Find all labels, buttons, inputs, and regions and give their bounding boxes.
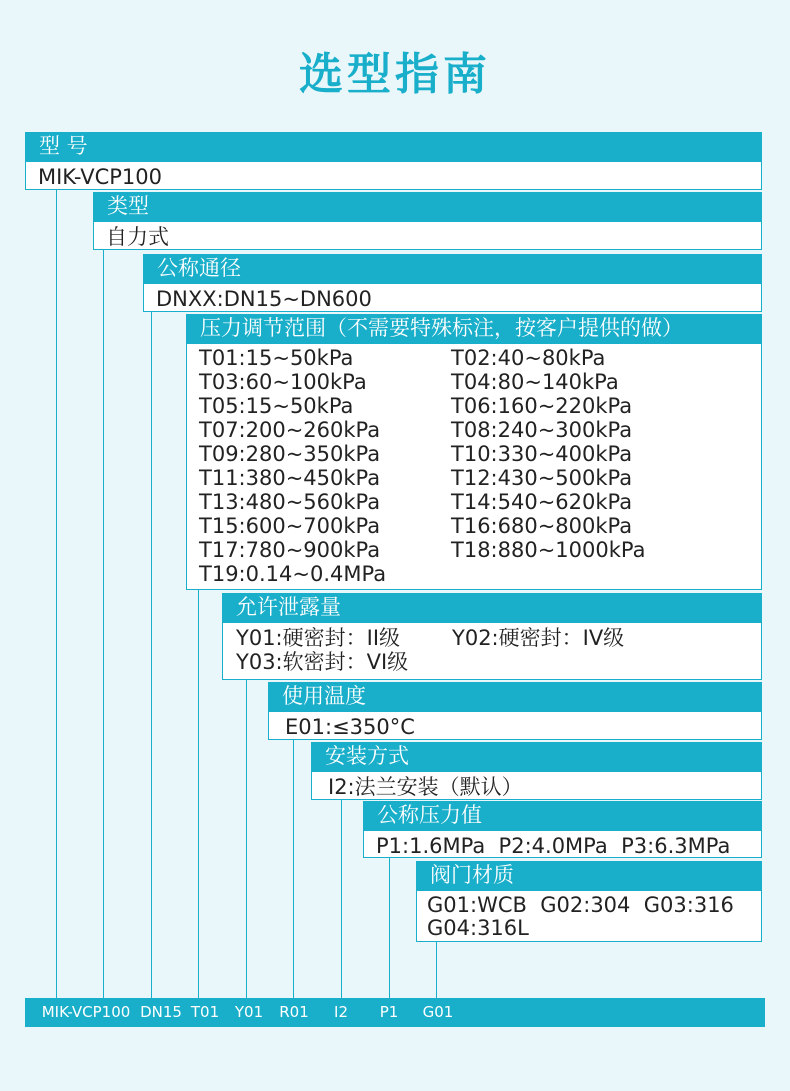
install-value: I2:法兰安装（默认） bbox=[311, 771, 762, 800]
connector-line-model bbox=[56, 190, 57, 998]
code-nominal-pressure: P1 bbox=[379, 1003, 399, 1021]
dn-header: 公称通径 bbox=[143, 254, 762, 283]
temperature-value: E01:≤350°C bbox=[268, 711, 762, 740]
code-temperature: R01 bbox=[279, 1003, 309, 1021]
connector-line-dn bbox=[151, 312, 152, 998]
leakage-item: Y01:硬密封：II级 bbox=[236, 626, 401, 650]
pressure-range-item: T06:160~220kPa bbox=[451, 394, 633, 418]
material-list bbox=[416, 890, 762, 942]
pressure-range-item: T19:0.14~0.4MPa bbox=[199, 562, 387, 586]
model-header: 型 号 bbox=[25, 132, 762, 161]
code-material: G01 bbox=[422, 1003, 454, 1021]
connector-line-install bbox=[341, 800, 342, 998]
connector-line-leakage bbox=[246, 680, 247, 998]
type-value: 自力式 bbox=[93, 221, 762, 250]
pressure-range-header: 压力调节范围（不需要特殊标注，按客户提供的做） bbox=[186, 314, 762, 343]
leakage-item: Y03:软密封：VI级 bbox=[236, 650, 409, 674]
pressure-range-item: T05:15~50kPa bbox=[199, 394, 354, 418]
nominal-pressure-header: 公称压力值 bbox=[363, 801, 762, 830]
pressure-range-item: T03:60~100kPa bbox=[199, 370, 367, 394]
pressure-range-item: T17:780~900kPa bbox=[199, 538, 381, 562]
code-leakage: Y01 bbox=[234, 1003, 264, 1021]
connector-line-material bbox=[436, 942, 437, 998]
pressure-range-item: T14:540~620kPa bbox=[451, 490, 633, 514]
pressure-range-item: T07:200~260kPa bbox=[199, 418, 381, 442]
pressure-range-item: T12:430~500kPa bbox=[451, 466, 633, 490]
code-pressure-range: T01 bbox=[190, 1003, 220, 1021]
pressure-range-item: T04:80~140kPa bbox=[451, 370, 619, 394]
pressure-range-item: T08:240~300kPa bbox=[451, 418, 633, 442]
connector-line-temperature bbox=[293, 740, 294, 998]
page-title: 选型指南 bbox=[299, 49, 491, 100]
connector-line-type bbox=[103, 250, 104, 998]
temperature-header: 使用温度 bbox=[268, 682, 762, 711]
pressure-range-list bbox=[186, 343, 762, 590]
code-install: I2 bbox=[334, 1003, 348, 1021]
code-model: MIK-VCP100 bbox=[41, 1003, 131, 1021]
pressure-range-item: T18:880~1000kPa bbox=[451, 538, 646, 562]
model-value: MIK-VCP100 bbox=[25, 161, 762, 190]
code-dn: DN15 bbox=[140, 1003, 182, 1021]
pressure-range-item: T16:680~800kPa bbox=[451, 514, 633, 538]
nominal-pressure-value: P1:1.6MPa P2:4.0MPa P3:6.3MPa bbox=[363, 830, 762, 858]
pressure-range-item: T13:480~560kPa bbox=[199, 490, 381, 514]
pressure-range-item: T02:40~80kPa bbox=[451, 346, 606, 370]
material-line-1: G01:WCB G02:304 G03:316 bbox=[427, 893, 734, 917]
connector-line-pressure-range bbox=[198, 590, 199, 998]
leakage-list bbox=[222, 622, 762, 680]
leakage-header: 允许泄露量 bbox=[222, 593, 762, 622]
dn-value: DNXX:DN15~DN600 bbox=[143, 283, 762, 312]
leakage-item: Y02:硬密封：IV级 bbox=[452, 626, 625, 650]
material-line-2: G04:316L bbox=[427, 916, 529, 940]
material-header: 阀门材质 bbox=[416, 861, 762, 890]
pressure-range-item: T10:330~400kPa bbox=[451, 442, 633, 466]
pressure-range-item: T01:15~50kPa bbox=[199, 346, 354, 370]
pressure-range-item: T09:280~350kPa bbox=[199, 442, 381, 466]
pressure-range-item: T11:380~450kPa bbox=[199, 466, 381, 490]
pressure-range-item: T15:600~700kPa bbox=[199, 514, 381, 538]
type-header: 类型 bbox=[93, 192, 762, 221]
connector-line-nominal-pressure bbox=[389, 858, 390, 998]
install-header: 安装方式 bbox=[311, 742, 762, 771]
